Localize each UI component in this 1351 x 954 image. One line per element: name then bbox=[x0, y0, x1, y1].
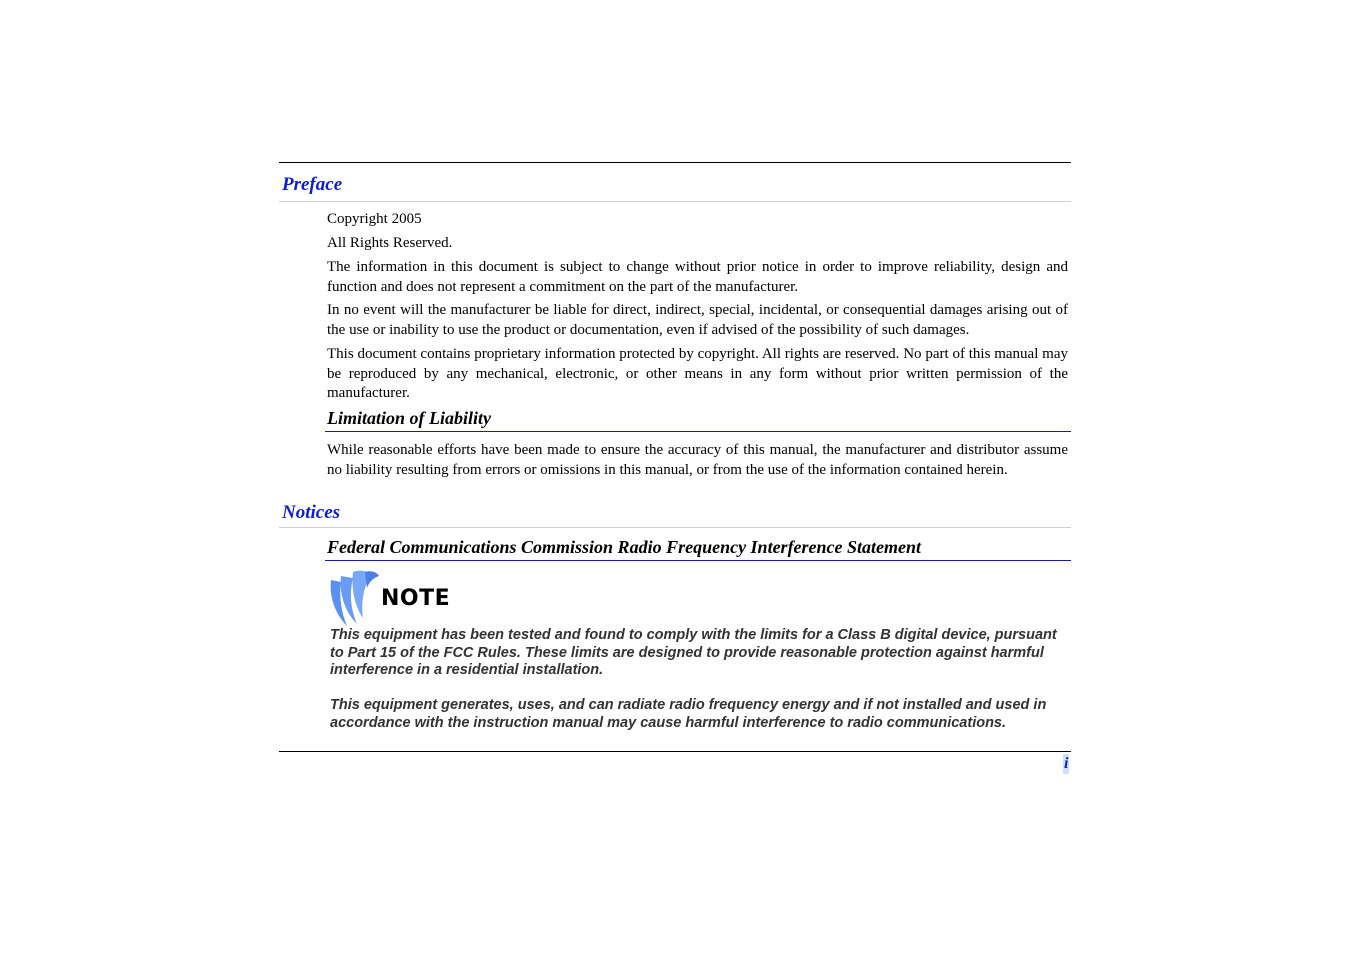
note-paragraph-2: This equipment generates, uses, and can radiate radio frequency energy and if not installed and used in accordance with the instruction manual may cause harmful interference to radio communications. bbox=[330, 697, 1047, 731]
fcc-heading: Federal Communications Commission Radio Frequency Interference Statement bbox=[327, 537, 922, 557]
copyright-text: Copyright 2005 bbox=[327, 211, 422, 227]
top-rule bbox=[279, 162, 1071, 163]
liability-heading-rule bbox=[325, 431, 1071, 432]
liability-paragraph: While reasonable efforts have been made to ensure the accuracy of this manual, the manufacturer and distributor assume no liability resulting from errors or omissions in this manual, or from the use of the information contained herein. bbox=[327, 442, 1068, 478]
preface-paragraph-2: In no event will the manufacturer be liable for direct, indirect, special, incidental, or consequential damages arising out of the use or inability to use the product or documentation, even if advised of the possibility of such damages. bbox=[327, 302, 1068, 338]
bottom-rule bbox=[279, 751, 1071, 752]
notices-heading: Notices bbox=[282, 502, 341, 523]
notices-heading-rule bbox=[279, 527, 1071, 528]
note-icon bbox=[327, 566, 381, 628]
liability-heading: Limitation of Liability bbox=[327, 408, 491, 428]
page-number: i bbox=[1064, 755, 1069, 772]
preface-paragraph-3: This document contains proprietary information protected by copyright. All rights are reserved. No part of this manual may be reproduced by any mechanical, electronic, or other means in any form without prior written permission of the manufacturer. bbox=[327, 346, 1068, 401]
preface-heading: Preface bbox=[282, 174, 343, 195]
fcc-heading-rule bbox=[325, 560, 1071, 561]
note-paragraph-1: This equipment has been tested and found to comply with the limits for a Class B digital device, pursuant to Part 15 of the FCC Rules. These limits are designed to provide reasonable protection against harmful interference in a residential installation. bbox=[330, 627, 1057, 679]
note-label: NOTE bbox=[381, 586, 451, 611]
preface-heading-rule bbox=[279, 201, 1071, 202]
preface-paragraph-1: The information in this document is subject to change without prior notice in order to improve reliability, design and function and does not represent a commitment on the part of the manufacturer. bbox=[327, 259, 1068, 295]
rights-text: All Rights Reserved. bbox=[327, 235, 453, 251]
